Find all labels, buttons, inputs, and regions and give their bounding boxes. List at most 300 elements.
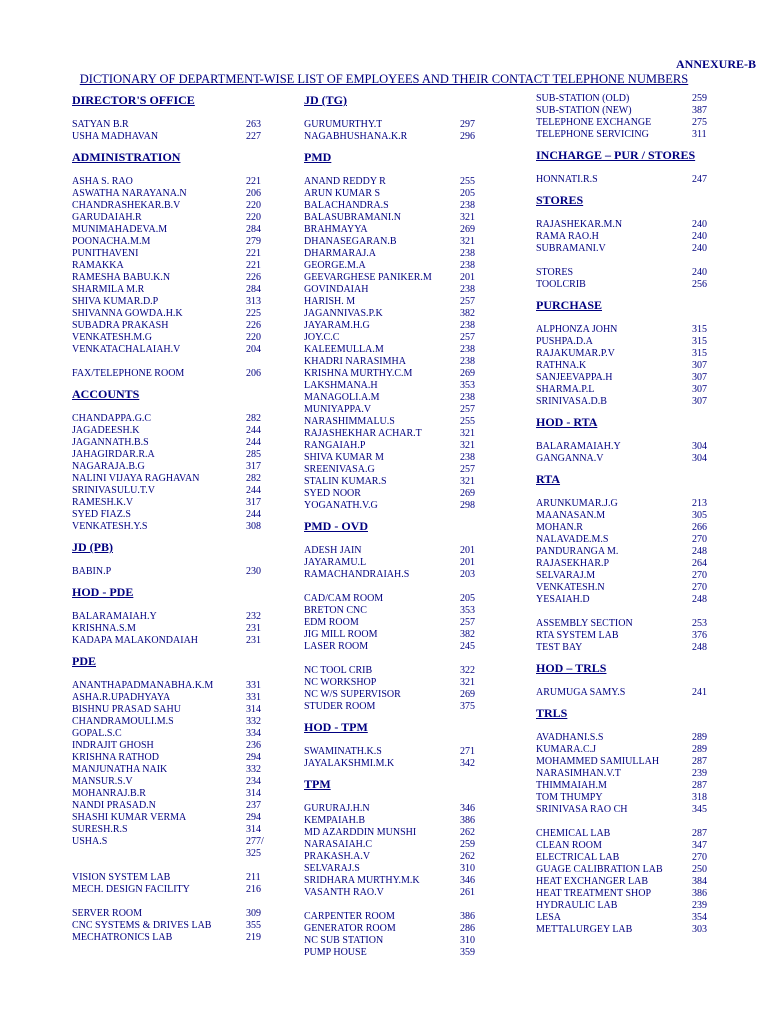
entry-extension: 256	[692, 279, 707, 290]
department-heading: INCHARGE – PUR / STORES	[536, 148, 696, 162]
entry-name: MUNIMAHADEVA.M	[72, 224, 168, 235]
directory-entry	[304, 815, 486, 827]
entry-extension: 310	[460, 863, 475, 874]
directory-entry	[72, 920, 272, 932]
directory-entry	[304, 260, 486, 272]
entry-extension: 321	[460, 236, 475, 247]
entry-name: RAJASHEKAR.M.N	[536, 219, 623, 230]
entry-extension: 257	[460, 464, 475, 475]
entry-name: THIMMAIAH.M	[536, 780, 607, 791]
entry-name: VENKATESH.Y.S	[72, 521, 148, 532]
entry-extension: 201	[460, 272, 475, 283]
entry-name: STUDER ROOM	[304, 701, 376, 712]
entry-name: JAGADEESH.K	[72, 425, 140, 436]
entry-extension: 220	[246, 332, 261, 343]
entry-name: RAMESHA BABU.K.N	[72, 272, 171, 283]
department-heading: ADMINISTRATION	[72, 150, 181, 164]
entry-extension: 205	[460, 593, 475, 604]
directory-entry	[304, 593, 486, 605]
entry-name: JAGANNATH.B.S	[72, 437, 149, 448]
directory-entry	[72, 692, 272, 704]
department-heading: HOD - RTA	[536, 415, 598, 429]
entry-name: VASANTH RAO.V	[304, 887, 384, 898]
directory-entry	[72, 296, 272, 308]
entry-name: ARUNKUMAR.J.G	[536, 498, 618, 509]
entry-name: SURESH.R.S	[72, 824, 128, 835]
entry-extension: 259	[460, 839, 475, 850]
column-3	[536, 86, 718, 936]
entry-extension: 221	[246, 248, 261, 259]
entry-extension: 238	[460, 284, 475, 295]
entry-name: GOPAL.S.C	[72, 728, 122, 739]
directory-entry	[72, 752, 272, 764]
directory-entry	[304, 488, 486, 500]
entry-extension: 382	[460, 308, 475, 319]
entry-extension: 227	[246, 131, 261, 142]
directory-entry	[536, 756, 718, 768]
entry-extension: 307	[692, 396, 707, 407]
directory-entry	[536, 687, 718, 699]
directory-entry	[72, 611, 272, 623]
directory-entry	[72, 908, 272, 920]
entry-name: POONACHA.M.M	[72, 236, 151, 247]
directory-entry	[536, 267, 718, 279]
entry-extension: 239	[692, 900, 707, 911]
entry-extension: 266	[692, 522, 707, 533]
directory-entry	[72, 485, 272, 497]
entry-name: SUBRAMANI.V	[536, 243, 606, 254]
entry-name: PUMP HOUSE	[304, 947, 367, 958]
entry-extension: 248	[692, 594, 707, 605]
entry-name: MANAGOLI.A.M	[304, 392, 380, 403]
directory-entry	[72, 704, 272, 716]
entry-name: NC SUB STATION	[304, 935, 384, 946]
directory-entry	[72, 260, 272, 272]
entry-name: VENKATESH.N	[536, 582, 605, 593]
directory-entry	[536, 105, 718, 117]
entry-extension: 270	[692, 852, 707, 863]
entry-name: BRETON CNC	[304, 605, 367, 616]
entry-name: SYED FIAZ.S	[72, 509, 131, 520]
directory-entry	[304, 416, 486, 428]
entry-name: MOHAN.R	[536, 522, 583, 533]
directory-entry	[536, 441, 718, 453]
entry-extension: 332	[246, 716, 261, 727]
department-section	[72, 654, 272, 944]
entry-extension: 309	[246, 908, 261, 919]
entry-extension: 264	[692, 558, 707, 569]
directory-entry	[304, 392, 486, 404]
entry-extension: 271	[460, 746, 475, 757]
entry-extension: 321	[460, 440, 475, 451]
entry-name: JAHAGIRDAR.R.A	[72, 449, 155, 460]
entry-extension: 386	[460, 815, 475, 826]
department-heading: HOD - PDE	[72, 585, 134, 599]
entry-name: GURURAJ.H.N	[304, 803, 370, 814]
department-heading: JD (PB)	[72, 540, 113, 554]
entry-name: SRINIVASA.D.B	[536, 396, 607, 407]
entry-extension: 287	[692, 756, 707, 767]
directory-entry	[72, 776, 272, 788]
entry-name: NARASHIMMALU.S	[304, 416, 395, 427]
directory-entry	[304, 569, 486, 581]
entry-name: MOHAMMED SAMIULLAH	[536, 756, 660, 767]
entry-name: NC W/S SUPERVISOR	[304, 689, 401, 700]
directory-entry	[304, 296, 486, 308]
directory-entry	[304, 236, 486, 248]
department-section	[304, 519, 486, 713]
entry-extension: 262	[460, 851, 475, 862]
directory-entry	[304, 188, 486, 200]
directory-entry	[536, 864, 718, 876]
entry-extension: 263	[246, 119, 261, 130]
entry-extension: 206	[246, 188, 261, 199]
entry-name: SATYAN B.R	[72, 119, 129, 130]
entry-name: JAYARAMU.L	[304, 557, 367, 568]
entry-extension: 226	[246, 320, 261, 331]
entry-extension: 307	[692, 360, 707, 371]
entry-name: CAD/CAM ROOM	[304, 593, 384, 604]
entry-extension: 240	[692, 231, 707, 242]
entry-extension: 238	[460, 248, 475, 259]
directory-entry	[304, 176, 486, 188]
entry-name: HEAT EXCHANGER LAB	[536, 876, 649, 887]
directory-entry	[304, 500, 486, 512]
entry-name: MECHATRONICS LAB	[72, 932, 173, 943]
directory-entry	[72, 176, 272, 188]
entry-extension: 311	[692, 129, 707, 140]
entry-extension: 219	[246, 932, 261, 943]
directory-entry	[72, 425, 272, 437]
entry-name: INDRAJIT GHOSH	[72, 740, 154, 751]
entry-name: SHIVA KUMAR.D.P	[72, 296, 159, 307]
entry-extension: 345	[692, 804, 707, 815]
entry-name: KRISHNA RATHOD	[72, 752, 159, 763]
department-section	[304, 720, 486, 770]
entry-name: GANGANNA.V	[536, 453, 604, 464]
directory-entry	[304, 131, 486, 143]
entry-extension: 376	[692, 630, 707, 641]
entry-name: CHANDRASHEKAR.B.V	[72, 200, 181, 211]
entry-name: JOY.C.C	[304, 332, 340, 343]
entry-name: TEST BAY	[536, 642, 583, 653]
department-section	[72, 387, 272, 533]
entry-name: GURUMURTHY.T	[304, 119, 383, 130]
entry-extension: 284	[246, 224, 261, 235]
entry-name: CHEMICAL LAB	[536, 828, 611, 839]
directory-entry	[72, 566, 272, 578]
entry-extension: 314	[246, 788, 261, 799]
entry-name: MANJUNATHA NAIK	[72, 764, 168, 775]
entry-name: RATHNA.K	[536, 360, 587, 371]
directory-entry	[72, 308, 272, 320]
entry-extension: 313	[246, 296, 261, 307]
entry-name: RAJAKUMAR.P.V	[536, 348, 615, 359]
entry-name: AVADHANI.S.S	[536, 732, 604, 743]
entry-name: HONNATI.R.S	[536, 174, 598, 185]
entry-name: ALPHONZA JOHN	[536, 324, 618, 335]
entry-extension: 203	[460, 569, 475, 580]
directory-entry	[536, 768, 718, 780]
entry-extension: 294	[246, 812, 261, 823]
department-heading: HOD – TRLS	[536, 661, 607, 675]
directory-entry	[72, 212, 272, 224]
directory-entry	[304, 119, 486, 131]
entry-extension: 304	[692, 441, 707, 452]
directory-entry	[72, 635, 272, 647]
department-heading: TPM	[304, 777, 331, 791]
entry-name: RAJASHEKHAR ACHAR.T	[304, 428, 422, 439]
entry-name: HYDRAULIC LAB	[536, 900, 618, 911]
entry-extension: 240	[692, 219, 707, 230]
entry-extension: 310	[460, 935, 475, 946]
entry-name: ELECTRICAL LAB	[536, 852, 620, 863]
directory-entry	[536, 828, 718, 840]
directory-entry	[304, 947, 486, 959]
entry-extension: 213	[692, 498, 707, 509]
entry-extension: 296	[460, 131, 475, 142]
department-section	[536, 415, 718, 465]
entry-name: RAMA RAO.H	[536, 231, 599, 242]
entry-extension: 261	[460, 887, 475, 898]
directory-entry	[72, 728, 272, 740]
entry-extension: 331	[246, 680, 261, 691]
directory-entry	[72, 131, 272, 143]
entry-name: GARUDAIAH.R	[72, 212, 142, 223]
directory-entry	[536, 546, 718, 558]
directory-entry	[536, 642, 718, 654]
directory-entry	[304, 248, 486, 260]
department-heading: PURCHASE	[536, 298, 603, 312]
entry-name: SRINIVASULU.T.V	[72, 485, 155, 496]
directory-entry	[536, 744, 718, 756]
entry-name: SRIDHARA MURTHY.M.K	[304, 875, 420, 886]
department-heading: TRLS	[536, 706, 568, 720]
entry-extension: 315	[692, 348, 707, 359]
directory-entry	[536, 816, 718, 828]
directory-entry	[72, 449, 272, 461]
directory-entry	[72, 872, 272, 884]
entry-name: HEAT TREATMENT SHOP	[536, 888, 652, 899]
entry-extension: 321	[460, 428, 475, 439]
entry-extension: 279	[246, 236, 261, 247]
entry-extension: 282	[246, 413, 261, 424]
directory-entry	[304, 839, 486, 851]
entry-extension: 305	[692, 510, 707, 521]
entry-extension: 248	[692, 642, 707, 653]
entry-extension: 255	[460, 176, 475, 187]
entry-name: CHANDAPPA.G.C	[72, 413, 152, 424]
entry-extension: 220	[246, 200, 261, 211]
directory-entry	[72, 344, 272, 356]
entry-extension: 231	[246, 623, 261, 634]
entry-extension: 334	[246, 728, 261, 739]
directory-entry	[72, 896, 272, 908]
directory-entry	[304, 272, 486, 284]
entry-extension: 270	[692, 570, 707, 581]
directory-entry	[72, 860, 272, 872]
directory-entry	[304, 629, 486, 641]
entry-name: TOM THUMPY	[536, 792, 603, 803]
entry-extension: 287	[692, 780, 707, 791]
directory-entry	[536, 558, 718, 570]
entry-extension: 220	[246, 212, 261, 223]
entry-extension: 297	[460, 119, 475, 130]
directory-entry	[72, 932, 272, 944]
entry-name: NC TOOL CRIB	[304, 665, 373, 676]
directory-entry	[304, 212, 486, 224]
directory-entry	[536, 924, 718, 936]
entry-extension: 314	[246, 704, 261, 715]
entry-name: BABIN.P	[72, 566, 112, 577]
directory-entry	[72, 284, 272, 296]
entry-extension: 286	[460, 923, 475, 934]
directory-entry	[72, 788, 272, 800]
directory-entry	[72, 188, 272, 200]
entry-name: LAKSHMANA.H	[304, 380, 378, 391]
entry-extension: 347	[692, 840, 707, 851]
directory-entry	[72, 521, 272, 533]
entry-name: METTALURGEY LAB	[536, 924, 633, 935]
entry-name: EDM ROOM	[304, 617, 359, 628]
entry-extension: 257	[460, 617, 475, 628]
entry-name: KRISHNA MURTHY.C.M	[304, 368, 413, 379]
directory-entry	[72, 461, 272, 473]
entry-extension: 270	[692, 582, 707, 593]
directory-entry	[536, 129, 718, 141]
entry-extension: 238	[460, 260, 475, 271]
department-section	[536, 661, 718, 699]
entry-name: YESAIAH.D	[536, 594, 590, 605]
entry-name: VENKATESH.M.G	[72, 332, 152, 343]
entry-name: GEORGE.M.A	[304, 260, 366, 271]
entry-extension: 331	[246, 692, 261, 703]
entry-extension: 240	[692, 243, 707, 254]
entry-extension: 277/ 325	[246, 836, 264, 859]
directory-entry	[536, 912, 718, 924]
entry-extension: 257	[460, 404, 475, 415]
department-section	[536, 472, 718, 654]
entry-extension: 282	[246, 473, 261, 484]
entry-extension: 244	[246, 485, 261, 496]
entry-name: MUNIYAPPA.V	[304, 404, 372, 415]
entry-name: CARPENTER ROOM	[304, 911, 395, 922]
entry-name: PUNITHAVENI	[72, 248, 139, 259]
entry-name: SHARMA.P.L	[536, 384, 595, 395]
entry-name: USHA.S	[72, 836, 108, 847]
directory-entry	[304, 404, 486, 416]
directory-entry	[536, 618, 718, 630]
department-section	[536, 148, 718, 186]
entry-extension: 238	[460, 392, 475, 403]
entry-extension: 269	[460, 224, 475, 235]
entry-name: NARASAIAH.C	[304, 839, 373, 850]
entry-extension: 342	[460, 758, 475, 769]
entry-name: SANJEEVAPPA.H	[536, 372, 613, 383]
entry-extension: 315	[692, 336, 707, 347]
department-section	[536, 298, 718, 408]
directory-entry	[304, 464, 486, 476]
entry-name: MANSUR.S.V	[72, 776, 133, 787]
directory-entry	[304, 581, 486, 593]
entry-extension: 230	[246, 566, 261, 577]
directory-entry	[536, 117, 718, 129]
directory-entry	[304, 440, 486, 452]
directory-entry	[536, 243, 718, 255]
entry-name: NALAVADE.M.S	[536, 534, 609, 545]
entry-name: MAANASAN.M	[536, 510, 606, 521]
entry-extension: 238	[460, 344, 475, 355]
entry-extension: 269	[460, 689, 475, 700]
entry-name: JAYARAM.H.G	[304, 320, 370, 331]
directory-entry	[72, 437, 272, 449]
entry-name: TELEPHONE SERVICING	[536, 129, 649, 140]
entry-extension: 262	[460, 827, 475, 838]
department-section	[72, 585, 272, 647]
directory-entry	[72, 812, 272, 824]
entry-name: BALASUBRAMANI.N	[304, 212, 401, 223]
entry-extension: 238	[460, 200, 475, 211]
directory-entry	[72, 356, 272, 368]
directory-entry	[72, 884, 272, 896]
entry-extension: 244	[246, 425, 261, 436]
entry-extension: 245	[460, 641, 475, 652]
directory-entry	[536, 888, 718, 900]
entry-extension: 321	[460, 476, 475, 487]
column-1	[72, 86, 272, 944]
directory-entry	[536, 570, 718, 582]
entry-extension: 205	[460, 188, 475, 199]
directory-entry	[304, 689, 486, 701]
entry-extension: 257	[460, 332, 475, 343]
directory-entry	[304, 617, 486, 629]
entry-name: CHANDRAMOULI.M.S	[72, 716, 174, 727]
annexure-label: ANNEXURE-B	[675, 57, 756, 71]
entry-name: RAMACHANDRAIAH.S	[304, 569, 410, 580]
entry-name: RAMAKKA	[72, 260, 124, 271]
directory-entry	[536, 804, 718, 816]
entry-extension: 354	[692, 912, 707, 923]
entry-extension: 226	[246, 272, 261, 283]
entry-name: SHIVANNA GOWDA.H.K	[72, 308, 183, 319]
entry-name: SERVER ROOM	[72, 908, 143, 919]
directory-entry	[72, 800, 272, 812]
department-section	[536, 193, 718, 291]
entry-name: KEMPAIAH.B	[304, 815, 366, 826]
directory-entry	[72, 200, 272, 212]
directory-entry	[304, 476, 486, 488]
entry-extension: 253	[692, 618, 707, 629]
entry-extension: 284	[246, 284, 261, 295]
entry-name: VISION SYSTEM LAB	[72, 872, 171, 883]
entry-name: SYED NOOR	[304, 488, 361, 499]
entry-extension: 387	[692, 105, 707, 116]
entry-name: YOGANATH.V.G	[304, 500, 378, 511]
directory-entry	[304, 320, 486, 332]
entry-name: RANGAIAH.P	[304, 440, 366, 451]
entry-name: DHARMARAJ.A	[304, 248, 376, 259]
entry-name: LESA	[536, 912, 561, 923]
entry-name: KHADRI NARASIMHA	[304, 356, 406, 367]
department-heading: PMD	[304, 150, 332, 164]
entry-name: STALIN KUMAR.S	[304, 476, 387, 487]
directory-entry	[536, 384, 718, 396]
directory-entry	[536, 174, 718, 186]
entry-extension: 225	[246, 308, 261, 319]
entry-extension: 269	[460, 368, 475, 379]
entry-name: SHARMILA M.R	[72, 284, 145, 295]
directory-entry	[536, 522, 718, 534]
